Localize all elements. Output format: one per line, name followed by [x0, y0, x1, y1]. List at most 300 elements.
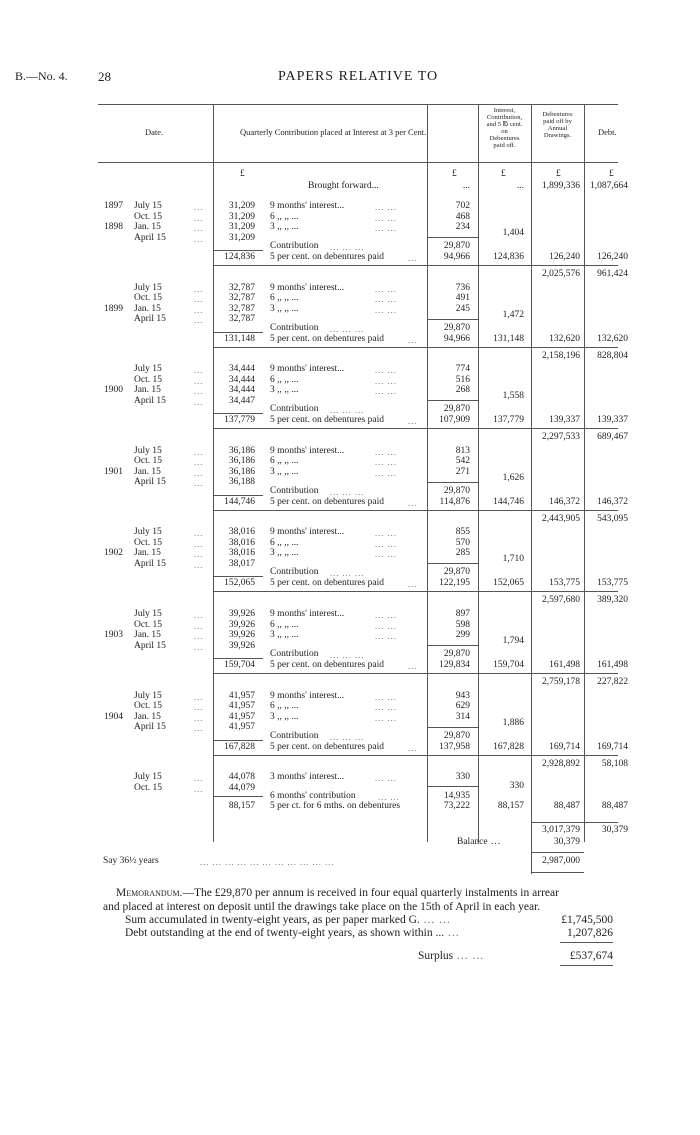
say-leader: ... ... ... ... ... ... ... ... ... ... ...: [200, 857, 335, 867]
row-leader: ... ...: [375, 457, 397, 468]
row-desc: 3 ,, ,, ...: [270, 222, 299, 232]
block-interest-total: 1,404: [502, 228, 524, 238]
row-amount: 31,209: [228, 201, 255, 211]
surplus-label: Surplus ... ...: [418, 950, 485, 962]
col-divider-5: [584, 104, 585, 842]
row-desc: 9 months' interest...: [270, 282, 345, 293]
block-interest-total: 1,886: [502, 717, 524, 728]
pound-sign-col4: £: [452, 169, 457, 179]
pound-sign-col6: £: [556, 169, 561, 179]
row-leader: ...: [194, 783, 204, 794]
header-line: paid off by: [543, 117, 572, 125]
block-col7: 126,240: [597, 252, 628, 262]
row-leader: ...: [194, 375, 204, 386]
debt-outstanding-value: 1,207,826: [567, 927, 613, 939]
row-month: Oct. 15: [134, 782, 162, 793]
say-rule: [531, 872, 584, 873]
row-amount: 39,926: [228, 640, 255, 651]
block-interest-total: 1,710: [502, 554, 524, 565]
block-col5: 167,828: [493, 741, 524, 752]
block-interest-total: 1,626: [502, 472, 524, 483]
row-amount: 38,016: [228, 527, 255, 538]
row-month: Jan. 15: [134, 548, 161, 559]
balance-label: Balance ...: [457, 837, 502, 847]
header-line: on: [501, 127, 508, 135]
block-next-col7: 689,467: [597, 432, 628, 443]
row-value: 516: [455, 374, 470, 385]
row-leader: ... ...: [375, 549, 397, 560]
row-month: July 15: [134, 609, 162, 619]
block-amount-rule: [213, 250, 263, 251]
row-leader: ...: [194, 610, 204, 620]
page-number: 28: [98, 69, 111, 84]
row-leader: ...: [194, 478, 204, 489]
row-leader: ...: [194, 773, 204, 784]
row-amount: 38,016: [228, 537, 255, 548]
block-value-rule: [428, 400, 478, 401]
pound-sign-col2: £: [240, 169, 245, 179]
block-next-col6: 2,025,576: [542, 269, 580, 279]
block-next-col7: 58,108: [601, 758, 628, 769]
row-desc: 9 months' interest...: [270, 445, 345, 456]
row-value: 285: [455, 548, 470, 559]
row-leader: ... ...: [375, 294, 397, 305]
col-header-date: Date.: [145, 127, 164, 137]
row-leader: ...: [194, 702, 204, 713]
block-total: 88,157: [228, 801, 255, 812]
row-amount: 34,444: [228, 374, 255, 385]
row-value: 702: [455, 201, 470, 211]
row-month: April 15: [134, 477, 166, 488]
brought-forward-col6: 1,899,336: [542, 181, 580, 191]
row-value: 736: [455, 282, 470, 293]
row-desc: 6 ,, ,, ...: [270, 537, 299, 548]
block-value-rule: [428, 237, 478, 238]
row-month: Jan. 15: [134, 711, 161, 722]
block-contribution: 29,870: [443, 649, 470, 659]
block-paid: 73,222: [443, 801, 470, 812]
block-col7: 146,372: [597, 496, 628, 507]
row-leader: ...: [194, 457, 204, 468]
row-amount: 34,444: [228, 385, 255, 396]
block-paid-label: 5 per cent. on debentures paid: [270, 660, 384, 670]
block-amount-rule: [213, 495, 263, 496]
row-desc: 3 ,, ,, ...: [270, 303, 299, 314]
row-month: July 15: [134, 201, 162, 211]
block-total: 167,828: [224, 741, 255, 752]
row-leader: ... ...: [375, 283, 397, 294]
block-contribution-label: Contribution: [270, 730, 319, 741]
block-value-rule: [428, 563, 478, 564]
header-line: Interest,: [493, 107, 516, 114]
pound-sign-col5: £: [501, 169, 506, 179]
balance-value: 30,379: [553, 837, 580, 847]
row-leader: ...: [194, 631, 204, 641]
row-desc: 9 months' interest...: [270, 527, 345, 538]
block-bottom-rule: [213, 428, 618, 429]
brought-forward-col4: ...: [462, 181, 470, 191]
row-leader: ...: [408, 334, 418, 345]
row-desc: 3 ,, ,, ...: [270, 548, 299, 559]
block-contribution-label: Contribution: [270, 649, 319, 659]
row-leader: ...: [194, 467, 204, 478]
row-month: Oct. 15: [134, 374, 162, 385]
row-month: April 15: [134, 395, 166, 406]
row-month: Oct. 15: [134, 456, 162, 467]
row-month: April 15: [134, 232, 166, 243]
summary-col6: 3,017,379: [542, 825, 580, 835]
block-paid-label: 5 per cent. on debentures paid: [270, 741, 384, 752]
brought-forward-col7: 1,087,664: [590, 181, 628, 191]
block-interest-total: 1,472: [502, 309, 524, 320]
row-amount: 38,016: [228, 548, 255, 559]
row-year: 1898: [104, 222, 123, 232]
row-month: Jan. 15: [134, 466, 161, 477]
block-paid-label: 5 per cent. on debentures paid: [270, 252, 384, 262]
row-leader: ...: [408, 742, 418, 753]
row-leader: ... ...: [375, 702, 397, 713]
row-leader: ... ... ...: [330, 568, 365, 579]
row-leader: ... ...: [375, 223, 397, 233]
row-month: April 15: [134, 640, 166, 651]
block-col6: 139,337: [549, 415, 580, 426]
row-month: July 15: [134, 690, 162, 701]
row-amount: 44,079: [228, 782, 255, 793]
row-month: Jan. 15: [134, 303, 161, 314]
header-line: Debentures: [489, 134, 520, 142]
header-line: Contribution,: [486, 113, 523, 121]
block-col5: 131,148: [493, 333, 524, 344]
block-paid: 94,966: [443, 333, 470, 344]
row-month: Oct. 15: [134, 701, 162, 712]
block-contribution-label: Contribution: [270, 322, 319, 333]
block-contribution-label: Contribution: [270, 485, 319, 496]
table-top-rule: [98, 104, 618, 105]
row-leader: ...: [194, 304, 204, 315]
row-leader: ... ... ...: [330, 731, 365, 742]
block-total: 152,065: [224, 578, 255, 589]
row-year: 1904: [104, 711, 123, 722]
col-header-quarterly: Quarterly Contribution placed at Interest at 3 per Cent.: [240, 127, 427, 137]
row-value: 468: [455, 211, 470, 222]
block-amount-rule: [213, 413, 263, 414]
row-month: April 15: [134, 558, 166, 569]
block-col6: 161,498: [549, 660, 580, 670]
row-leader: ... ...: [375, 446, 397, 457]
row-leader: ...: [408, 253, 418, 263]
row-value: 299: [455, 630, 470, 640]
row-desc: 3 ,, ,, ...: [270, 630, 299, 640]
row-month: Jan. 15: [134, 385, 161, 396]
block-col5: 88,157: [497, 801, 524, 812]
row-month: Oct. 15: [134, 293, 162, 304]
col-divider-4: [531, 104, 532, 874]
row-amount: 41,957: [228, 701, 255, 712]
row-value: 330: [455, 772, 470, 783]
row-value: 491: [455, 293, 470, 304]
header-line: Debentures: [542, 111, 573, 118]
row-leader: ... ...: [375, 773, 397, 784]
row-month: July 15: [134, 527, 162, 538]
block-total: 159,704: [224, 660, 255, 670]
row-leader: ... ...: [375, 467, 397, 478]
row-leader: ...: [194, 396, 204, 407]
block-col5: 159,704: [493, 660, 524, 670]
row-leader: ... ...: [375, 712, 397, 723]
block-next-col7: 543,095: [597, 513, 628, 524]
row-desc: 3 months' interest...: [270, 772, 345, 783]
row-leader: ... ...: [375, 202, 397, 212]
row-desc: 9 months' interest...: [270, 201, 345, 211]
row-leader: ... ... ...: [330, 405, 365, 416]
row-value: 855: [455, 527, 470, 538]
summary-rule: [531, 822, 618, 823]
row-amount: 36,186: [228, 445, 255, 456]
block-bottom-rule: [213, 591, 618, 592]
row-value: 897: [455, 609, 470, 619]
row-desc: 6 ,, ,, ...: [270, 211, 299, 222]
block-col6: 153,775: [549, 578, 580, 589]
row-desc: 6 ,, ,, ...: [270, 701, 299, 712]
block-bottom-rule: [213, 510, 618, 511]
row-value: 629: [455, 701, 470, 712]
block-next-col7: 828,804: [597, 350, 628, 361]
block-value-rule: [428, 727, 478, 728]
summary-col7: 30,379: [601, 825, 628, 835]
row-value: 598: [455, 619, 470, 630]
row-amount: 34,447: [228, 395, 255, 406]
block-interest-total: 330: [509, 781, 524, 792]
block-bottom-rule: [213, 755, 618, 756]
sum-accumulated-label: Sum accumulated in twenty-eight years, as per paper marked G. ... ...: [125, 914, 451, 926]
row-month: Jan. 15: [134, 630, 161, 640]
memorandum-line-1: Memorandum.—The £29,870 per annum is received in four equal quarterly instalments in arrear: [116, 887, 559, 899]
block-paid: 129,834: [439, 660, 470, 670]
header-line: Annual: [547, 124, 568, 132]
row-amount: 32,787: [228, 303, 255, 314]
row-leader: ...: [194, 446, 204, 457]
row-leader: ...: [194, 223, 204, 233]
row-leader: ... ...: [375, 528, 397, 539]
block-next-col6: 2,597,680: [542, 595, 580, 606]
document-ref: B.—No. 4.: [15, 69, 68, 83]
col-header-debentures: [531, 112, 584, 140]
row-desc: 3 ,, ,, ...: [270, 711, 299, 722]
page-title: PAPERS RELATIVE TO: [278, 69, 439, 84]
row-amount: 38,017: [228, 558, 255, 569]
surplus-underline: [560, 965, 613, 966]
row-value: 314: [455, 711, 470, 722]
block-col5: 137,779: [493, 415, 524, 426]
row-amount: 32,787: [228, 282, 255, 293]
block-next-col6: 2,297,533: [542, 432, 580, 443]
header-line: Drawings.: [543, 131, 572, 139]
row-leader: ...: [194, 528, 204, 539]
row-amount: 36,186: [228, 456, 255, 467]
block-col7: 153,775: [597, 578, 628, 589]
block-next-col7: 961,424: [597, 269, 628, 279]
row-leader: ...: [408, 416, 418, 427]
say-label: Say 36½ years: [103, 856, 159, 866]
block-bottom-rule: [213, 673, 618, 674]
block-contribution-label: Contribution: [270, 241, 319, 251]
row-leader: ...: [194, 559, 204, 570]
block-contribution: 29,870: [443, 485, 470, 496]
block-next-col7: 227,822: [597, 677, 628, 687]
row-leader: ... ...: [375, 304, 397, 315]
row-amount: 32,787: [228, 314, 255, 325]
row-leader: ... ... ...: [330, 323, 365, 334]
surplus-value: £537,674: [569, 950, 613, 962]
row-month: July 15: [134, 282, 162, 293]
row-amount: 36,188: [228, 477, 255, 488]
block-value-rule: [428, 786, 478, 787]
row-leader: ...: [408, 497, 418, 508]
row-desc: 6 ,, ,, ...: [270, 619, 299, 630]
row-leader: ... ... ...: [330, 650, 365, 660]
row-leader: ...: [194, 641, 204, 652]
row-amount: 41,957: [228, 722, 255, 733]
row-leader: ...: [194, 538, 204, 549]
row-leader: ... ...: [375, 212, 397, 223]
table-header-rule: [98, 162, 618, 163]
row-leader: ...: [194, 723, 204, 734]
block-col6: 126,240: [549, 252, 580, 262]
block-col7: 161,498: [597, 660, 628, 670]
row-leader: ...: [194, 549, 204, 560]
block-col7: 88,487: [601, 801, 628, 812]
row-value: 943: [455, 690, 470, 701]
block-paid: 137,958: [439, 741, 470, 752]
row-leader: ... ...: [375, 365, 397, 376]
block-col6: 88,487: [553, 801, 580, 812]
block-amount-rule: [213, 740, 263, 741]
block-col5: 144,746: [493, 496, 524, 507]
row-month: Oct. 15: [134, 537, 162, 548]
block-contribution-label: Contribution: [270, 404, 319, 415]
row-desc: 6 ,, ,, ...: [270, 374, 299, 385]
row-value: 234: [455, 222, 470, 232]
row-month: Oct. 15: [134, 619, 162, 630]
block-paid-label: 5 per cent. on debentures paid: [270, 333, 384, 344]
row-month: April 15: [134, 314, 166, 325]
col-header-interest: [478, 108, 531, 150]
header-line: paid off.: [493, 141, 516, 149]
row-leader: ... ... ...: [330, 486, 365, 497]
row-leader: ...: [408, 661, 418, 671]
row-leader: ...: [194, 365, 204, 376]
block-paid: 122,195: [439, 578, 470, 589]
block-paid: 94,966: [443, 252, 470, 262]
row-year: 1897: [104, 201, 123, 211]
brought-forward-col5: ...: [516, 181, 524, 191]
row-desc: 9 months' interest...: [270, 690, 345, 701]
block-col6: 146,372: [549, 496, 580, 507]
row-amount: 39,926: [228, 630, 255, 640]
memorandum-line-2: and placed at interest on deposit until the drawings take place on the 15th of April in each year.: [103, 901, 541, 913]
block-value-rule: [428, 645, 478, 646]
row-value: 268: [455, 385, 470, 396]
row-desc: 9 months' interest...: [270, 364, 345, 375]
row-value: 271: [455, 466, 470, 477]
block-contribution: 29,870: [443, 567, 470, 578]
row-leader: ...: [194, 294, 204, 305]
row-leader: ...: [194, 691, 204, 702]
block-col5: 124,836: [493, 252, 524, 262]
block-interest-total: 1,558: [502, 391, 524, 402]
row-year: 1902: [104, 548, 123, 559]
block-amount-rule: [213, 658, 263, 659]
say-value: 2,987,000: [542, 856, 580, 866]
row-amount: 44,078: [228, 772, 255, 783]
row-leader: ...: [194, 202, 204, 212]
row-year: 1901: [104, 466, 123, 477]
block-col7: 169,714: [597, 741, 628, 752]
row-amount: 41,957: [228, 711, 255, 722]
block-contribution: 29,870: [443, 241, 470, 251]
block-value-rule: [428, 482, 478, 483]
block-next-col6: 2,158,196: [542, 350, 580, 361]
row-month: April 15: [134, 722, 166, 733]
row-amount: 36,186: [228, 466, 255, 477]
block-amount-rule: [213, 332, 263, 333]
row-month: July 15: [134, 364, 162, 375]
block-col7: 132,620: [597, 333, 628, 344]
block-contribution-label: Contribution: [270, 567, 319, 578]
block-total: 131,148: [224, 333, 255, 344]
block-total: 137,779: [224, 415, 255, 426]
row-month: Oct. 15: [134, 211, 162, 222]
row-leader: ...: [194, 212, 204, 223]
row-desc: 6 ,, ,, ...: [270, 456, 299, 467]
block-contribution: 29,870: [443, 404, 470, 415]
row-value: 245: [455, 303, 470, 314]
row-desc: 6 ,, ,, ...: [270, 293, 299, 304]
block-next-col6: 2,443,905: [542, 513, 580, 524]
block-next-col7: 389,320: [597, 595, 628, 606]
row-year: 1899: [104, 303, 123, 314]
row-leader: ...: [194, 233, 204, 244]
row-month: July 15: [134, 445, 162, 456]
block-total: 124,836: [224, 252, 255, 262]
row-leader: ...: [194, 712, 204, 723]
pound-sign-col7: £: [609, 169, 614, 179]
row-amount: 34,444: [228, 364, 255, 375]
row-leader: ... ...: [375, 538, 397, 549]
row-leader: ... ... ...: [330, 242, 365, 252]
block-contribution: 29,870: [443, 730, 470, 741]
block-interest-total: 1,794: [502, 636, 524, 646]
row-leader: ...: [194, 386, 204, 397]
row-amount: 39,926: [228, 609, 255, 619]
block-paid-label: 5 per ct. for 6 mths. on debentures: [270, 801, 401, 812]
block-amount-rule: [213, 576, 263, 577]
row-leader: ... ...: [378, 792, 400, 803]
row-desc: 3 ,, ,, ...: [270, 385, 299, 396]
block-col6: 132,620: [549, 333, 580, 344]
row-leader: ... ...: [375, 631, 397, 641]
row-leader: ... ...: [375, 386, 397, 397]
block-col5: 152,065: [493, 578, 524, 589]
row-amount: 39,926: [228, 619, 255, 630]
block-paid-label: 5 per cent. on debentures paid: [270, 578, 384, 589]
block-col7: 139,337: [597, 415, 628, 426]
row-year: 1900: [104, 385, 123, 396]
col-header-debt: Debt.: [598, 127, 617, 137]
block-value-rule: [428, 319, 478, 320]
row-leader: ... ...: [375, 691, 397, 702]
row-leader: ...: [194, 283, 204, 294]
